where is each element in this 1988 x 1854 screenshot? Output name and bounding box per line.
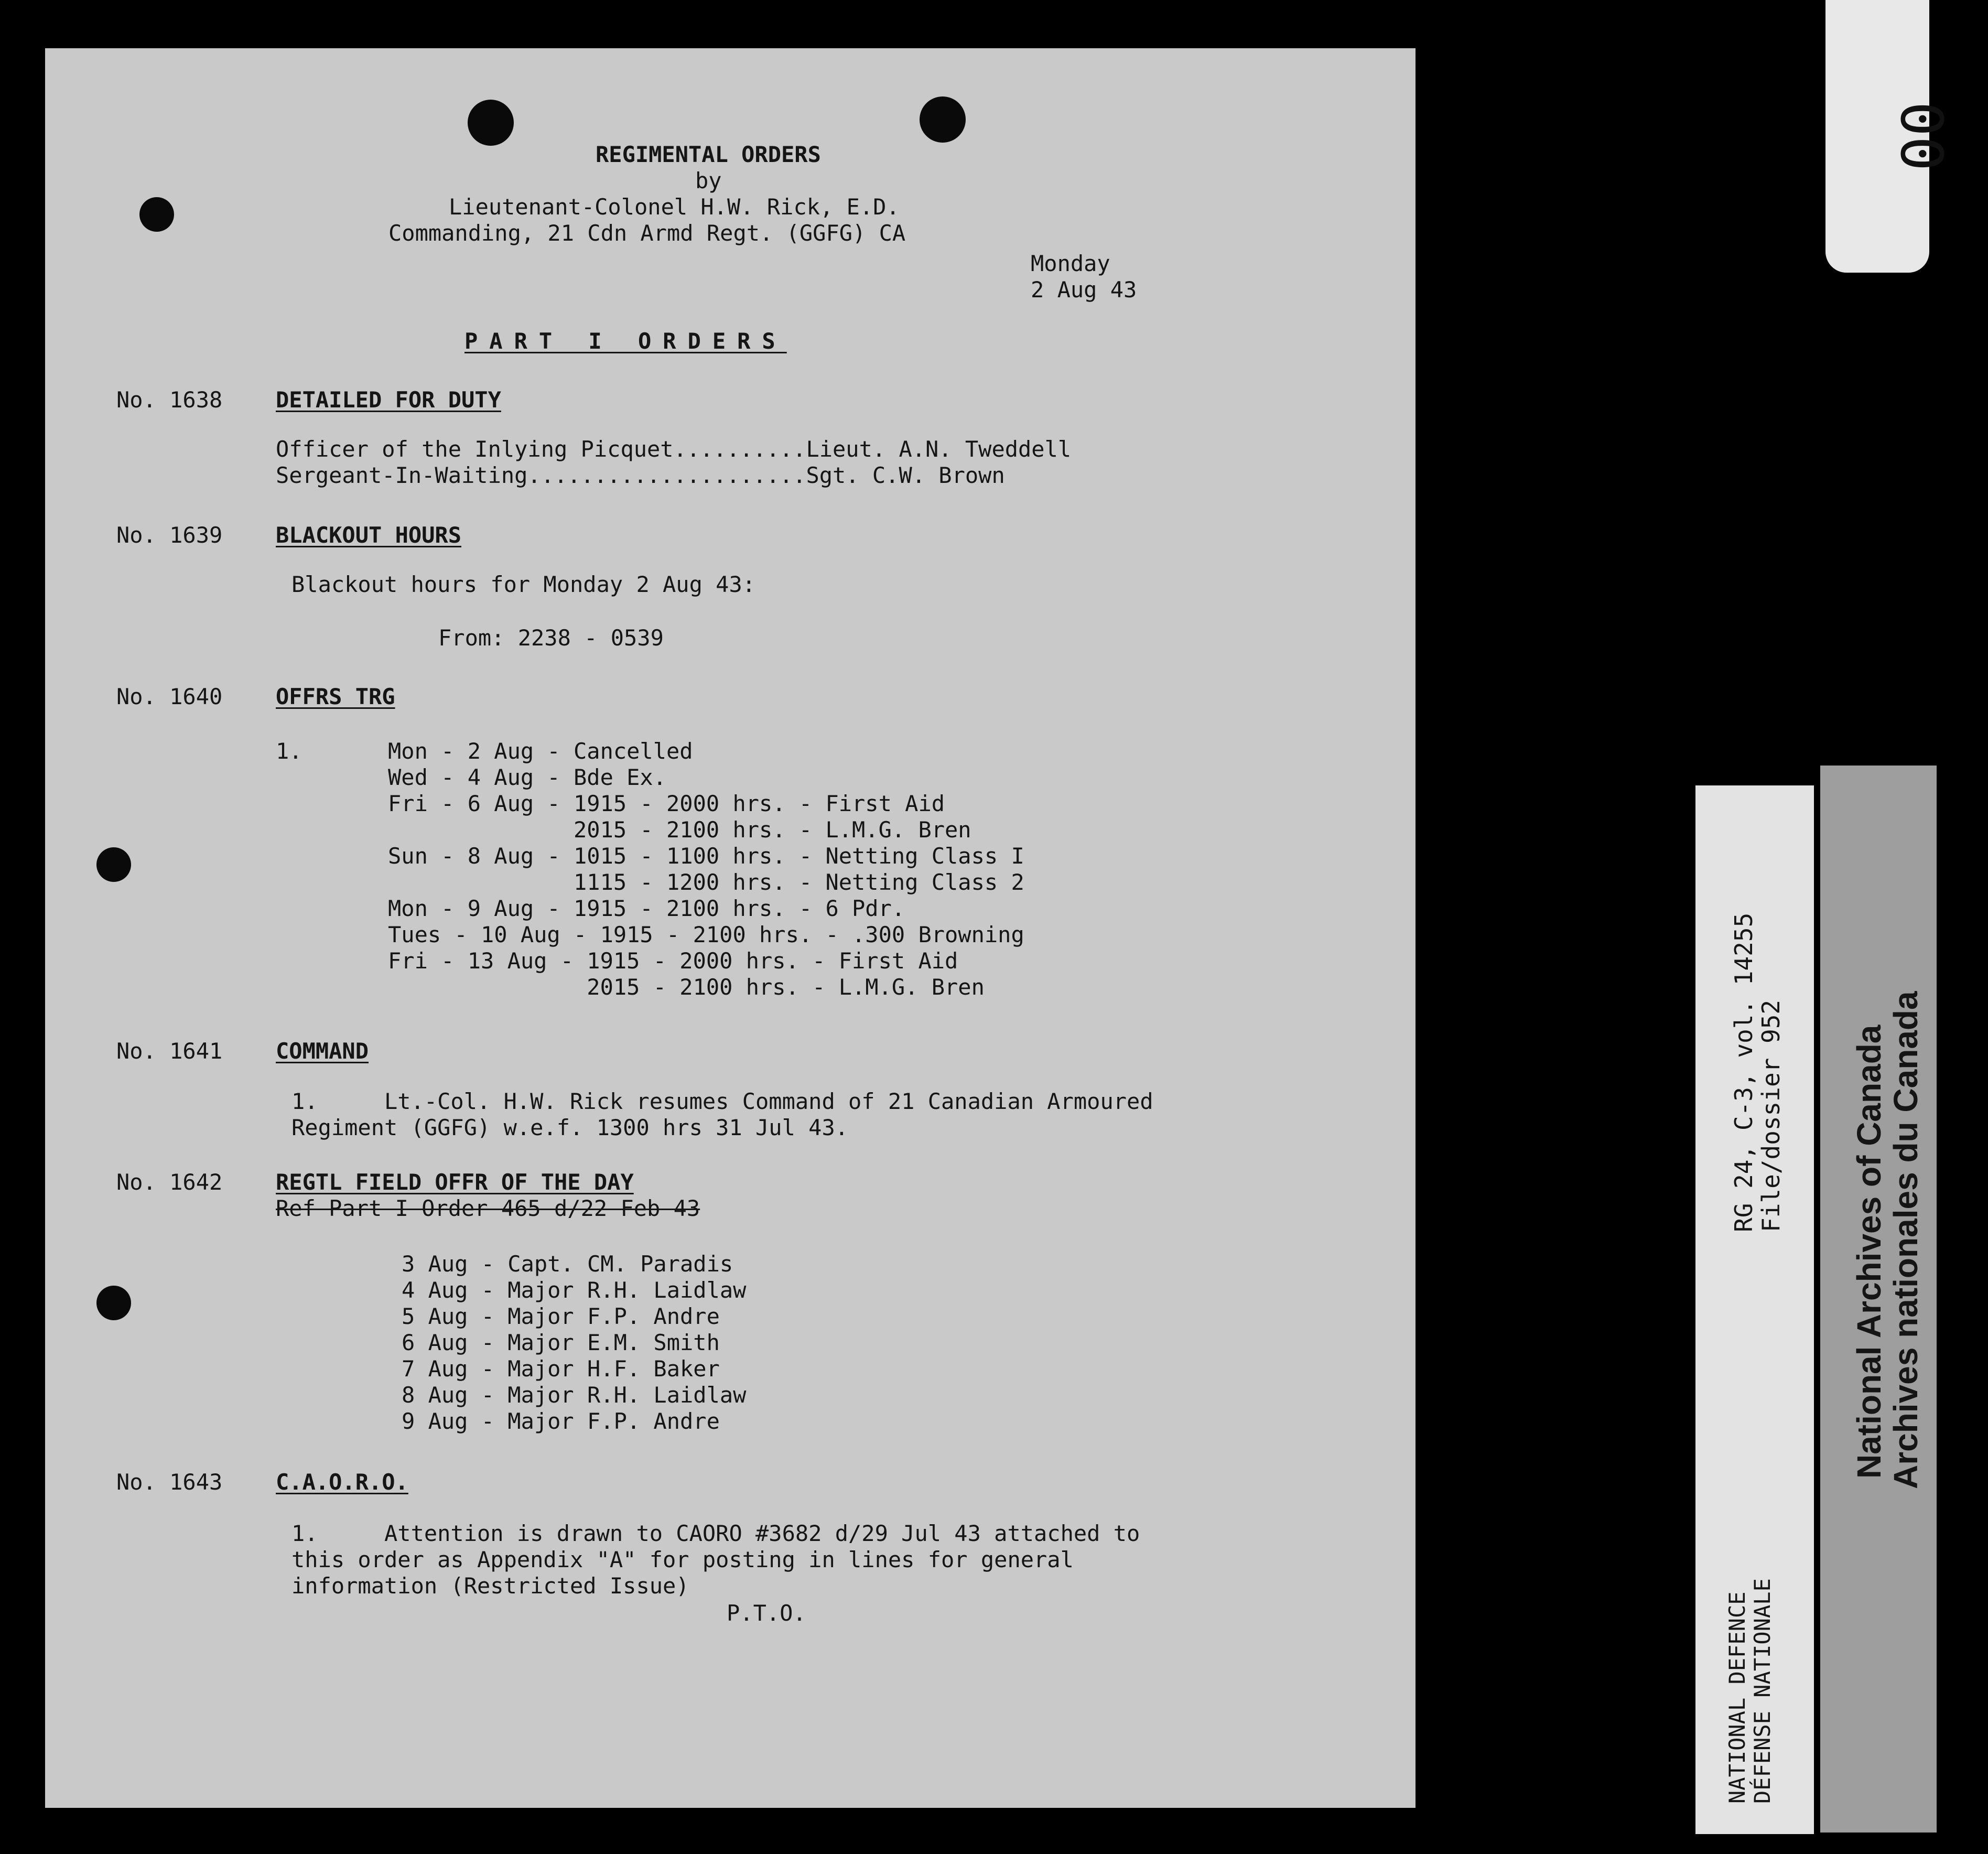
order-title: C.A.O.R.O.: [276, 1469, 408, 1495]
schedule-row: 2015 - 2100 hrs. - L.M.G. Bren: [388, 974, 985, 1000]
schedule-row: Mon - 2 Aug - Cancelled: [388, 738, 693, 764]
blackout-line: Blackout hours for Monday 2 Aug 43:: [291, 572, 756, 597]
defence-label: DÉFENSE NATIONALE: [1749, 1578, 1775, 1804]
order-title: COMMAND: [276, 1038, 369, 1064]
blackout-hours: From: 2238 - 0539: [438, 625, 664, 651]
file-ref-line: RG 24, C-3, vol. 14255: [1730, 912, 1758, 1232]
caoro-line: this order as Appendix "A" for posting in lines for general: [291, 1547, 1074, 1572]
duty-line: Officer of the Inlying Picquet..........Lieut. A.N. Tweddell: [276, 436, 1072, 462]
archives-label: Archives nationales du Canada: [1887, 991, 1925, 1489]
order-sheet: [45, 48, 1416, 1808]
order-number: No. 1641: [116, 1038, 223, 1064]
roster-row: 5 Aug - Major F.P. Andre: [402, 1303, 720, 1329]
file-ref-line: File/dossier 952: [1757, 999, 1785, 1232]
header-by: by: [695, 168, 722, 193]
order-number: No. 1640: [116, 684, 223, 709]
order-number: No. 1643: [116, 1469, 223, 1495]
order-title: DETAILED FOR DUTY: [276, 387, 501, 413]
command-line: Regiment (GGFG) w.e.f. 1300 hrs 31 Jul 43.: [291, 1115, 849, 1140]
order-number: No. 1642: [116, 1169, 223, 1195]
schedule-row: Fri - 13 Aug - 1915 - 2000 hrs. - First Aid: [388, 948, 958, 974]
order-title: BLACKOUT HOURS: [276, 522, 462, 548]
punch-hole: [96, 1286, 131, 1320]
caoro-line: information (Restricted Issue): [291, 1573, 689, 1599]
schedule-row: Tues - 10 Aug - 1915 - 2100 hrs. - .300 Browning: [388, 922, 1024, 947]
header-date: 2 Aug 43: [1031, 277, 1137, 303]
roster-row: 3 Aug - Capt. CM. Paradis: [402, 1251, 733, 1277]
schedule-row: Fri - 6 Aug - 1915 - 2000 hrs. - First Aid: [388, 791, 945, 816]
frame-number: 00: [1888, 101, 1955, 171]
header-command: Commanding, 21 Cdn Armd Regt. (GGFG) CA: [388, 220, 906, 246]
para-number: 1.: [276, 738, 302, 764]
roster-row: 8 Aug - Major R.H. Laidlaw: [402, 1382, 747, 1408]
page-footer: P.T.O.: [727, 1600, 806, 1626]
schedule-row: 1115 - 1200 hrs. - Netting Class 2: [388, 869, 1024, 895]
command-line: 1. Lt.-Col. H.W. Rick resumes Command of 21 Canadian Armoured: [291, 1088, 1153, 1114]
punch-hole: [468, 100, 514, 146]
roster-row: 6 Aug - Major E.M. Smith: [402, 1330, 720, 1355]
archives-label: National Archives of Canada: [1850, 1025, 1888, 1479]
order-number: No. 1638: [116, 387, 223, 413]
schedule-row: Sun - 8 Aug - 1015 - 1100 hrs. - Netting Class I: [388, 843, 1024, 869]
roster-row: 9 Aug - Major F.P. Andre: [402, 1408, 720, 1434]
schedule-row: 2015 - 2100 hrs. - L.M.G. Bren: [388, 817, 971, 843]
header-day: Monday: [1031, 251, 1110, 276]
order-title: REGTL FIELD OFFR OF THE DAY: [276, 1169, 634, 1195]
header-officer: Lieutenant-Colonel H.W. Rick, E.D.: [449, 194, 900, 220]
punch-hole: [920, 96, 966, 143]
roster-row: 4 Aug - Major R.H. Laidlaw: [402, 1277, 747, 1303]
schedule-row: Mon - 9 Aug - 1915 - 2100 hrs. - 6 Pdr.: [388, 896, 905, 921]
schedule-row: Wed - 4 Aug - Bde Ex.: [388, 764, 667, 790]
punch-hole: [139, 197, 174, 232]
roster-row: 7 Aug - Major H.F. Baker: [402, 1356, 720, 1382]
caoro-line: 1. Attention is drawn to CAORO #3682 d/29 Jul 43 attached to: [291, 1521, 1140, 1546]
order-title: OFFRS TRG: [276, 684, 395, 709]
order-reference: Ref Part I Order 465 d/22 Feb 43: [276, 1195, 700, 1221]
order-number: No. 1639: [116, 522, 223, 548]
punch-hole: [96, 847, 131, 882]
duty-line: Sergeant-In-Waiting.....................Sgt. C.W. Brown: [276, 462, 1005, 488]
defence-label: NATIONAL DEFENCE: [1724, 1591, 1750, 1804]
part-title: PART I ORDERS: [464, 328, 787, 354]
document-title: REGIMENTAL ORDERS: [596, 142, 821, 167]
